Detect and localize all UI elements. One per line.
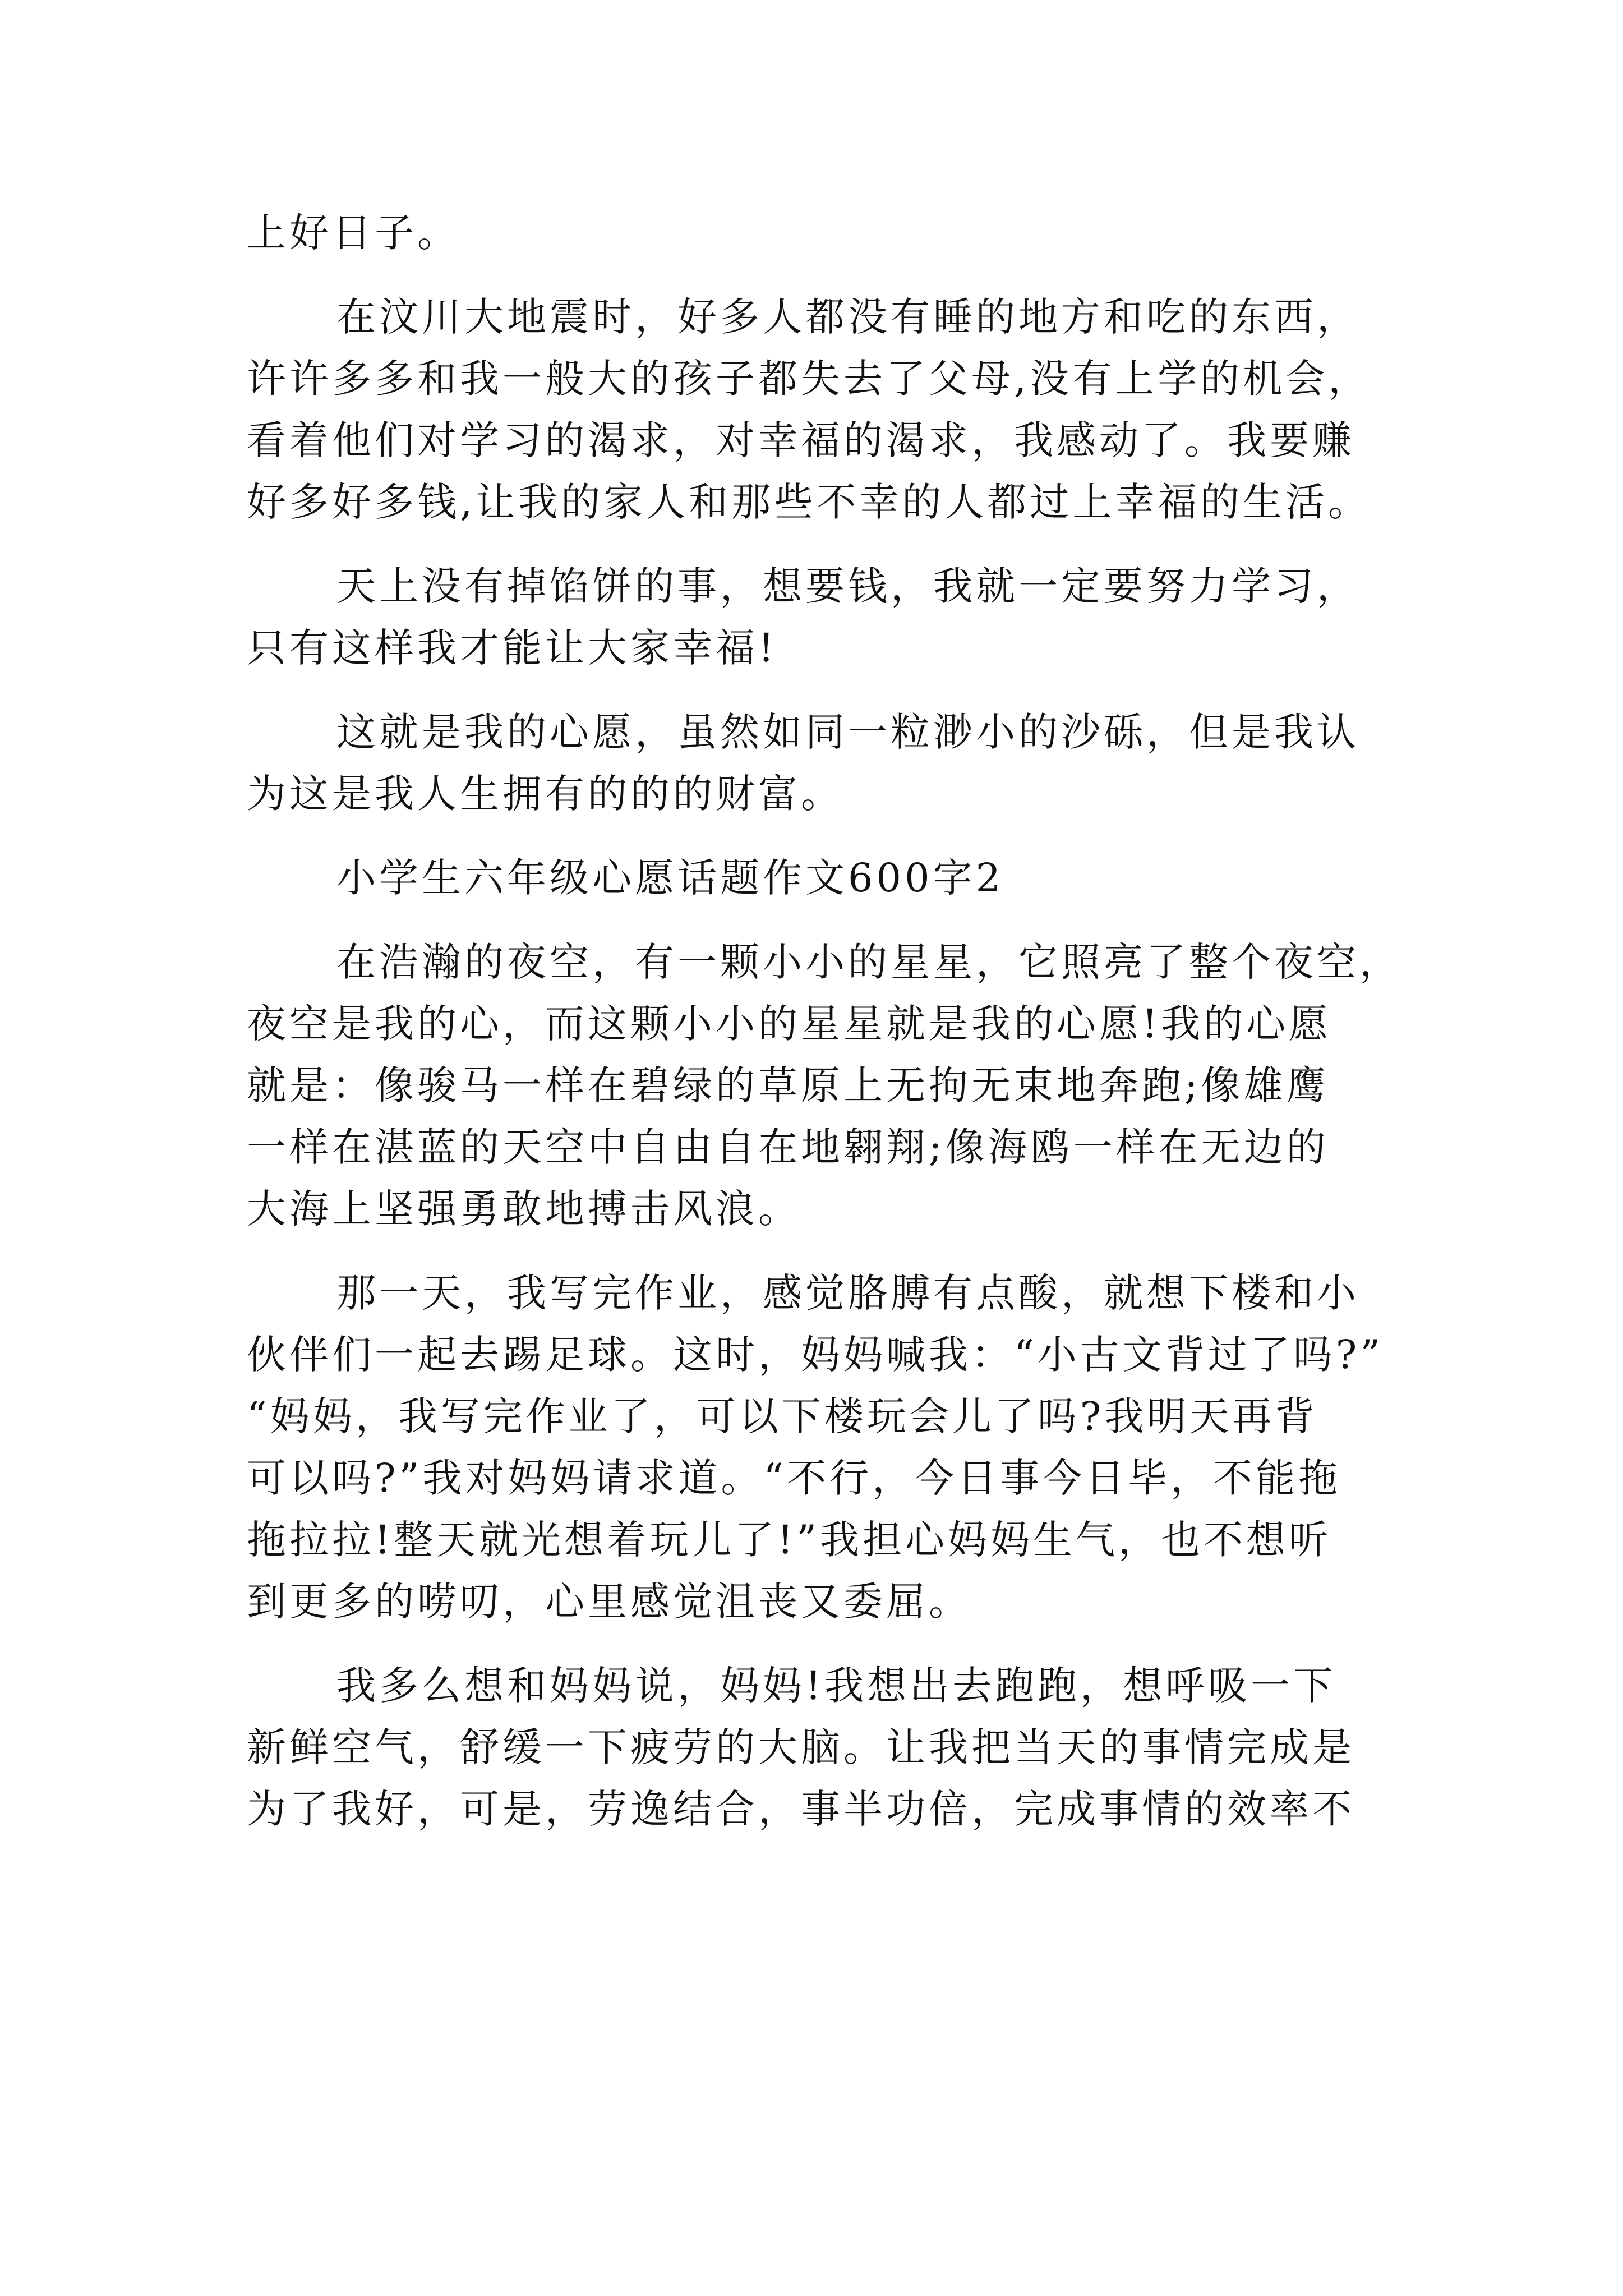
text-line: 这就是我的心愿，虽然如同一粒渺小的沙砾，但是我认 bbox=[336, 709, 1359, 755]
text-line: 上好日子。 bbox=[247, 210, 460, 256]
text-line: 可以吗?”我对妈妈请求道。“不行，今日事今日毕，不能拖 bbox=[247, 1455, 1341, 1501]
text-line: 许许多多和我一般大的孩子都失去了父母,没有上学的机会， bbox=[247, 356, 1371, 402]
text-line: 在汶川大地震时，好多人都没有睡的地方和吃的东西， bbox=[336, 294, 1359, 340]
text-line: 为这是我人生拥有的的的财富。 bbox=[247, 771, 843, 817]
text-line: 拖拉拉!整天就光想着玩儿了!”我担心妈妈生气，也不想听 bbox=[247, 1517, 1332, 1563]
text-line: 只有这样我才能让大家幸福! bbox=[247, 625, 778, 671]
text-line: 在浩瀚的夜空，有一颗小小的星星，它照亮了整个夜空， bbox=[336, 939, 1402, 985]
text-line: 到更多的唠叨，心里感觉沮丧又委屈。 bbox=[247, 1579, 971, 1625]
text-line: 我多么想和妈妈说，妈妈!我想出去跑跑，想呼吸一下 bbox=[336, 1663, 1336, 1709]
text-line: 为了我好，可是，劳逸结合，事半功倍，完成事情的效率不 bbox=[247, 1786, 1355, 1832]
text-line: 看着他们对学习的渴求，对幸福的渴求，我感动了。我要赚 bbox=[247, 417, 1355, 463]
text-line: 伙伴们一起去踢足球。这时，妈妈喊我：“小古文背过了吗?” bbox=[247, 1332, 1384, 1378]
section-heading: 小学生六年级心愿话题作文600字2 bbox=[336, 855, 1004, 901]
text-line: 一样在湛蓝的天空中自由自在地翱翔;像海鸥一样在无边的 bbox=[247, 1124, 1329, 1170]
text-line: 天上没有掉馅饼的事，想要钱，我就一定要努力学习， bbox=[336, 563, 1359, 609]
text-line: 夜空是我的心，而这颗小小的星星就是我的心愿!我的心愿 bbox=[247, 1001, 1332, 1047]
text-line: “妈妈，我写完作业了，可以下楼玩会儿了吗?我明天再背 bbox=[247, 1393, 1318, 1439]
text-line: 那一天，我写完作业，感觉胳膊有点酸，就想下楼和小 bbox=[336, 1270, 1359, 1316]
text-line: 新鲜空气，舒缓一下疲劳的大脑。让我把当天的事情完成是 bbox=[247, 1724, 1355, 1770]
text-line: 好多好多钱,让我的家人和那些不幸的人都过上幸福的生活。 bbox=[247, 479, 1371, 525]
text-line: 大海上坚强勇敢地搏击风浪。 bbox=[247, 1186, 801, 1232]
text-line: 就是：像骏马一样在碧绿的草原上无拘无束地奔跑;像雄鹰 bbox=[247, 1062, 1329, 1108]
